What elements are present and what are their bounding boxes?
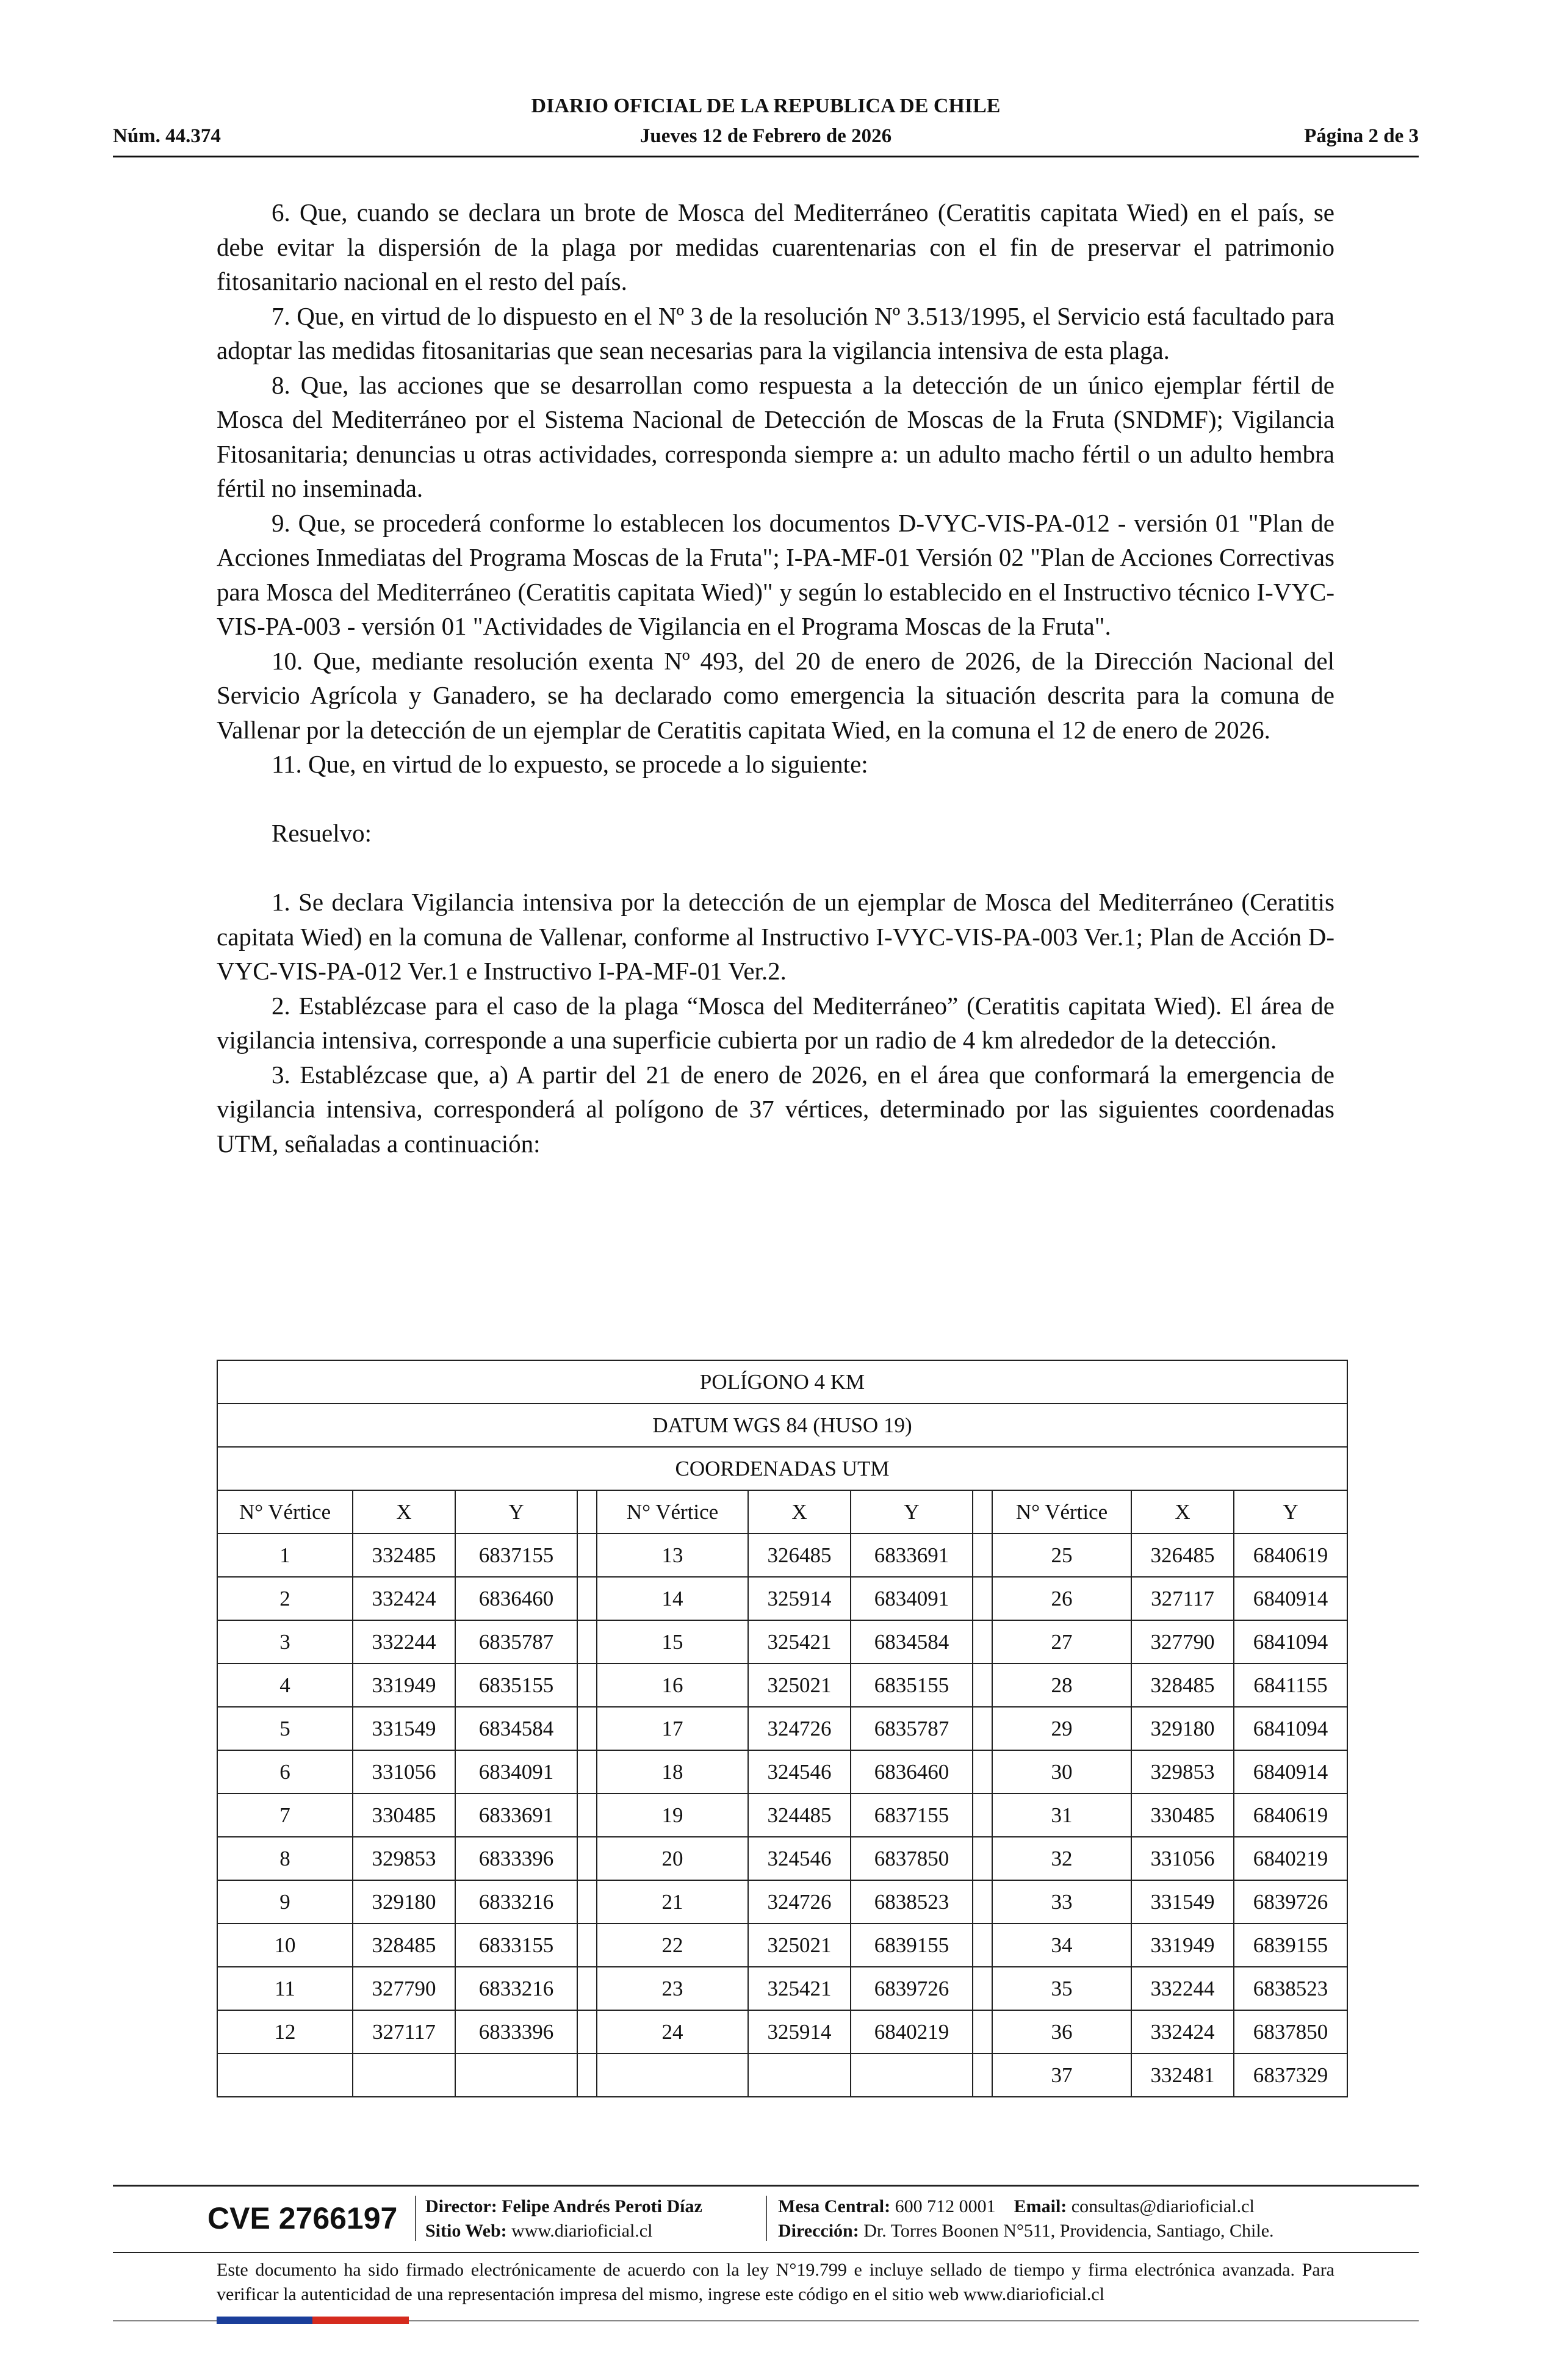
column-gap bbox=[973, 1490, 992, 1534]
table-subtitle: COORDENADAS UTM bbox=[217, 1447, 1347, 1490]
footer-separator bbox=[415, 2196, 416, 2241]
vertex-cell: 31 bbox=[992, 1794, 1131, 1837]
vertex-cell: 15 bbox=[597, 1620, 748, 1664]
x-cell: 328485 bbox=[1131, 1664, 1234, 1707]
vertex-cell bbox=[217, 2054, 353, 2097]
x-cell: 326485 bbox=[748, 1534, 851, 1577]
vertex-cell: 28 bbox=[992, 1664, 1131, 1707]
y-cell: 6835787 bbox=[455, 1620, 577, 1664]
table-row bbox=[217, 1707, 1347, 1750]
email-label: Email: bbox=[1014, 2196, 1067, 2216]
y-cell: 6839726 bbox=[1234, 1880, 1347, 1924]
column-gap bbox=[577, 1880, 597, 1924]
y-cell: 6837850 bbox=[851, 1837, 973, 1880]
site-label: Sitio Web: bbox=[425, 2221, 507, 2241]
column-gap bbox=[973, 1534, 992, 1577]
vertex-cell: 26 bbox=[992, 1577, 1131, 1620]
x-cell: 331549 bbox=[353, 1707, 455, 1750]
x-cell bbox=[748, 2054, 851, 2097]
col-y-header: Y bbox=[1234, 1490, 1347, 1534]
y-cell bbox=[851, 2054, 973, 2097]
table-row bbox=[217, 1794, 1347, 1837]
table-row bbox=[217, 2010, 1347, 2054]
vertex-cell: 34 bbox=[992, 1924, 1131, 1967]
y-cell: 6835155 bbox=[455, 1664, 577, 1707]
x-cell: 325421 bbox=[748, 1967, 851, 2010]
y-cell: 6834584 bbox=[851, 1620, 973, 1664]
x-cell bbox=[353, 2054, 455, 2097]
column-gap bbox=[973, 1794, 992, 1837]
column-gap bbox=[973, 1837, 992, 1880]
x-cell: 327117 bbox=[1131, 1577, 1234, 1620]
x-cell: 329180 bbox=[353, 1880, 455, 1924]
col-y-header: Y bbox=[851, 1490, 973, 1534]
y-cell: 6835787 bbox=[851, 1707, 973, 1750]
vertex-cell: 14 bbox=[597, 1577, 748, 1620]
paragraph-6: 6. Que, cuando se declara un brote de Mosca del Mediterráneo (Ceratitis capitata Wied) en el país, se debe evitar la dispersión de la plaga por medidas cuarentenarias con el fin de preservar el patrimonio fitosanitario nacional en el resto del país. bbox=[217, 198, 1334, 295]
email-link[interactable]: consultas@diarioficial.cl bbox=[1071, 2196, 1255, 2216]
col-x-header: X bbox=[1131, 1490, 1234, 1534]
table-header-row bbox=[217, 1490, 1347, 1534]
column-gap bbox=[973, 2010, 992, 2054]
y-cell: 6834091 bbox=[851, 1577, 973, 1620]
y-cell: 6840914 bbox=[1234, 1750, 1347, 1794]
x-cell: 329853 bbox=[1131, 1750, 1234, 1794]
vertex-cell: 5 bbox=[217, 1707, 353, 1750]
x-cell: 325914 bbox=[748, 2010, 851, 2054]
paragraph-11: 11. Que, en virtud de lo expuesto, se procede a lo siguiente: bbox=[272, 750, 868, 778]
y-cell: 6837850 bbox=[1234, 2010, 1347, 2054]
vertex-cell: 20 bbox=[597, 1837, 748, 1880]
y-cell: 6834091 bbox=[455, 1750, 577, 1794]
issue-date: Jueves 12 de Febrero de 2026 bbox=[639, 125, 892, 147]
vertex-cell: 2 bbox=[217, 1577, 353, 1620]
table-row bbox=[217, 1534, 1347, 1577]
vertex-cell: 1 bbox=[217, 1534, 353, 1577]
vertex-cell: 36 bbox=[992, 2010, 1131, 2054]
coordinates-table bbox=[217, 1360, 1334, 2097]
vertex-cell: 35 bbox=[992, 1967, 1131, 2010]
column-gap bbox=[577, 1794, 597, 1837]
y-cell: 6835155 bbox=[851, 1664, 973, 1707]
table-row bbox=[217, 1967, 1347, 2010]
x-cell: 332244 bbox=[353, 1620, 455, 1664]
y-cell: 6839726 bbox=[851, 1967, 973, 2010]
x-cell: 332424 bbox=[1131, 2010, 1234, 2054]
table-datum: DATUM WGS 84 (HUSO 19) bbox=[217, 1404, 1347, 1447]
x-cell: 325021 bbox=[748, 1924, 851, 1967]
y-cell: 6838523 bbox=[1234, 1967, 1347, 2010]
x-cell: 329180 bbox=[1131, 1707, 1234, 1750]
y-cell: 6833396 bbox=[455, 2010, 577, 2054]
x-cell: 330485 bbox=[1131, 1794, 1234, 1837]
address-label: Dirección: bbox=[778, 2221, 859, 2241]
x-cell: 331949 bbox=[353, 1664, 455, 1707]
header-divider bbox=[113, 156, 1419, 157]
footer-separator bbox=[766, 2196, 767, 2241]
column-gap bbox=[577, 1750, 597, 1794]
legal-notice: Este documento ha sido firmado electrónicamente de acuerdo con la ley N°19.799 e incluye sellado de tiempo y firma electrónica avanzada. Para verificar la autenticidad de una representación impresa del mismo, ingrese este código en el sitio web www.diarioficial.cl bbox=[217, 2260, 1334, 2304]
resolution-heading: Resuelvo: bbox=[272, 819, 372, 847]
column-gap bbox=[973, 1880, 992, 1924]
x-cell: 326485 bbox=[1131, 1534, 1234, 1577]
y-cell: 6840619 bbox=[1234, 1534, 1347, 1577]
vertex-cell: 9 bbox=[217, 1880, 353, 1924]
footer-divider-2 bbox=[113, 2252, 1419, 2253]
x-cell: 324726 bbox=[748, 1880, 851, 1924]
vertex-cell: 25 bbox=[992, 1534, 1131, 1577]
col-x-header: X bbox=[353, 1490, 455, 1534]
flag-stripe bbox=[217, 2317, 409, 2324]
table-row bbox=[217, 1837, 1347, 1880]
vertex-cell: 4 bbox=[217, 1664, 353, 1707]
y-cell: 6838523 bbox=[851, 1880, 973, 1924]
vertex-cell: 19 bbox=[597, 1794, 748, 1837]
y-cell: 6833155 bbox=[455, 1924, 577, 1967]
column-gap bbox=[577, 1707, 597, 1750]
x-cell: 331056 bbox=[1131, 1837, 1234, 1880]
column-gap bbox=[577, 1490, 597, 1534]
y-cell: 6840219 bbox=[851, 2010, 973, 2054]
publication-title: DIARIO OFICIAL DE LA REPUBLICA DE CHILE bbox=[531, 95, 1001, 117]
vertex-cell: 7 bbox=[217, 1794, 353, 1837]
column-gap bbox=[577, 1924, 597, 1967]
vertex-cell: 8 bbox=[217, 1837, 353, 1880]
column-gap bbox=[973, 1664, 992, 1707]
y-cell: 6833691 bbox=[455, 1794, 577, 1837]
table-title: POLÍGONO 4 KM bbox=[217, 1360, 1347, 1404]
y-cell: 6836460 bbox=[455, 1577, 577, 1620]
page-indicator: Página 2 de 3 bbox=[1304, 125, 1419, 147]
vertex-cell bbox=[597, 2054, 748, 2097]
column-gap bbox=[973, 1577, 992, 1620]
table-row bbox=[217, 1924, 1347, 1967]
y-cell: 6840619 bbox=[1234, 1794, 1347, 1837]
table-row bbox=[217, 1664, 1347, 1707]
y-cell: 6837329 bbox=[1234, 2054, 1347, 2097]
x-cell: 332244 bbox=[1131, 1967, 1234, 2010]
vertex-cell: 30 bbox=[992, 1750, 1131, 1794]
paragraph-10: 10. Que, mediante resolución exenta Nº 493, del 20 de enero de 2026, de la Dirección Nacional del Servicio Agrícola y Ganadero, se ha declarado como emergencia la situación descrita para la comuna de Vallenar por la detección de un ejemplar de Ceratitis capitata Wied, en la comuna el 12 de enero de 2026. bbox=[217, 646, 1334, 744]
resolution-3: 3. Establézcase que, a) A partir del 21 de enero de 2026, en el área que conformará la emergencia de vigilancia intensiva, corresponderá al polígono de 37 vértices, determinado por las siguientes coordenadas UTM, señaladas a continuación: bbox=[217, 1060, 1334, 1158]
vertex-cell: 16 bbox=[597, 1664, 748, 1707]
column-gap bbox=[973, 1750, 992, 1794]
column-gap bbox=[577, 1967, 597, 2010]
table-row bbox=[217, 1577, 1347, 1620]
director-name: Felipe Andrés Peroti Díaz bbox=[502, 2196, 702, 2216]
vertex-cell: 18 bbox=[597, 1750, 748, 1794]
table-row bbox=[217, 2054, 1347, 2097]
x-cell: 329853 bbox=[353, 1837, 455, 1880]
y-cell: 6833691 bbox=[851, 1534, 973, 1577]
address-value: Dr. Torres Boonen N°511, Providencia, Santiago, Chile. bbox=[863, 2221, 1274, 2241]
x-cell: 325021 bbox=[748, 1664, 851, 1707]
vertex-cell: 29 bbox=[992, 1707, 1131, 1750]
vertex-cell: 23 bbox=[597, 1967, 748, 2010]
column-gap bbox=[577, 1664, 597, 1707]
x-cell: 324546 bbox=[748, 1750, 851, 1794]
page-header bbox=[113, 95, 1419, 153]
y-cell: 6836460 bbox=[851, 1750, 973, 1794]
paragraph-8: 8. Que, las acciones que se desarrollan como respuesta a la detección de un único ejemplar fértil de Mosca del Mediterráneo por el Sistema Nacional de Detección de Moscas de la Fruta (SNDMF); Vigilancia Fitosanitaria; denuncias u otras actividades, corresponda siempre a: un adulto macho fértil o un adulto hembra fértil no inseminada. bbox=[217, 370, 1334, 502]
x-cell: 327790 bbox=[1131, 1620, 1234, 1664]
column-gap bbox=[973, 1620, 992, 1664]
x-cell: 325421 bbox=[748, 1620, 851, 1664]
vertex-cell: 32 bbox=[992, 1837, 1131, 1880]
vertex-cell: 13 bbox=[597, 1534, 748, 1577]
issue-number: Núm. 44.374 bbox=[113, 125, 221, 147]
column-gap bbox=[973, 1924, 992, 1967]
column-gap bbox=[973, 2054, 992, 2097]
x-cell: 324546 bbox=[748, 1837, 851, 1880]
vertex-cell: 6 bbox=[217, 1750, 353, 1794]
col-y-header: Y bbox=[455, 1490, 577, 1534]
y-cell: 6833216 bbox=[455, 1880, 577, 1924]
y-cell: 6841094 bbox=[1234, 1620, 1347, 1664]
vertex-cell: 10 bbox=[217, 1924, 353, 1967]
table-row bbox=[217, 1880, 1347, 1924]
x-cell: 331549 bbox=[1131, 1880, 1234, 1924]
column-gap bbox=[973, 1967, 992, 2010]
vertex-cell: 37 bbox=[992, 2054, 1131, 2097]
x-cell: 332481 bbox=[1131, 2054, 1234, 2097]
x-cell: 331949 bbox=[1131, 1924, 1234, 1967]
col-vertex-header: N° Vértice bbox=[217, 1490, 353, 1534]
vertex-cell: 21 bbox=[597, 1880, 748, 1924]
column-gap bbox=[577, 1577, 597, 1620]
col-vertex-header: N° Vértice bbox=[992, 1490, 1131, 1534]
col-x-header: X bbox=[748, 1490, 851, 1534]
director-label: Director: bbox=[425, 2196, 497, 2216]
cve-code: CVE 2766197 bbox=[207, 2201, 398, 2235]
x-cell: 328485 bbox=[353, 1924, 455, 1967]
col-vertex-header: N° Vértice bbox=[597, 1490, 748, 1534]
vertex-cell: 17 bbox=[597, 1707, 748, 1750]
table-row bbox=[217, 1750, 1347, 1794]
y-cell: 6833396 bbox=[455, 1837, 577, 1880]
footer-director-block bbox=[425, 2194, 779, 2243]
x-cell: 324485 bbox=[748, 1794, 851, 1837]
y-cell: 6834584 bbox=[455, 1707, 577, 1750]
x-cell: 331056 bbox=[353, 1750, 455, 1794]
phone-value: 600 712 0001 bbox=[895, 2196, 996, 2216]
y-cell: 6839155 bbox=[1234, 1924, 1347, 1967]
y-cell: 6837155 bbox=[455, 1534, 577, 1577]
x-cell: 327117 bbox=[353, 2010, 455, 2054]
column-gap bbox=[577, 1620, 597, 1664]
document-body bbox=[217, 195, 1334, 1161]
x-cell: 330485 bbox=[353, 1794, 455, 1837]
vertex-cell: 27 bbox=[992, 1620, 1131, 1664]
footer-contact-block bbox=[778, 2194, 1349, 2243]
y-cell: 6840219 bbox=[1234, 1837, 1347, 1880]
y-cell bbox=[455, 2054, 577, 2097]
paragraph-9: 9. Que, se procederá conforme lo establecen los documentos D-VYC-VIS-PA-012 - versión 01 "Plan de Acciones Inmediatas del Programa Moscas de la Fruta"; I-PA-MF-01 Versión 02 "Plan de Acciones Correctivas para Mosca del Mediterráneo (Ceratitis capitata Wied)" y según lo establecido en el Instructivo técnico I-VYC-VIS-PA-003 - versión 01 "Actividades de Vigilancia en el Programa Moscas de la Fruta". bbox=[217, 508, 1334, 640]
x-cell: 327790 bbox=[353, 1967, 455, 2010]
y-cell: 6839155 bbox=[851, 1924, 973, 1967]
resolution-1: 1. Se declara Vigilancia intensiva por la detección de un ejemplar de Mosca del Mediterráneo (Ceratitis capitata Wied) en la comuna de Vallenar, conforme al Instructivo I-VYC-VIS-PA-003 Ver.1; Plan de Acción D-VYC-VIS-PA-012 Ver.1 e Instructivo I-PA-MF-01 Ver.2. bbox=[217, 888, 1334, 985]
vertex-cell: 11 bbox=[217, 1967, 353, 2010]
column-gap bbox=[577, 2054, 597, 2097]
resolution-2: 2. Establézcase para el caso de la plaga “Mosca del Mediterráneo” (Ceratitis capitata Wied). El área de vigilancia intensiva, corresponde a una superficie cubierta por un radio de 4 km alrededor de la detección. bbox=[217, 991, 1334, 1054]
vertex-cell: 22 bbox=[597, 1924, 748, 1967]
y-cell: 6840914 bbox=[1234, 1577, 1347, 1620]
paragraph-7: 7. Que, en virtud de lo dispuesto en el Nº 3 de la resolución Nº 3.513/1995, el Servicio está facultado para adoptar las medidas fitosanitarias que sean necesarias para la vigilancia intensiva de esta plaga. bbox=[217, 301, 1334, 364]
x-cell: 332485 bbox=[353, 1534, 455, 1577]
vertex-cell: 33 bbox=[992, 1880, 1131, 1924]
column-gap bbox=[577, 1837, 597, 1880]
footer-divider bbox=[113, 2185, 1419, 2187]
site-link[interactable]: www.diarioficial.cl bbox=[511, 2221, 653, 2241]
column-gap bbox=[577, 1534, 597, 1577]
column-gap bbox=[577, 2010, 597, 2054]
flag-red-segment bbox=[312, 2317, 409, 2324]
x-cell: 324726 bbox=[748, 1707, 851, 1750]
y-cell: 6837155 bbox=[851, 1794, 973, 1837]
y-cell: 6841094 bbox=[1234, 1707, 1347, 1750]
y-cell: 6833216 bbox=[455, 1967, 577, 2010]
table-row bbox=[217, 1620, 1347, 1664]
x-cell: 325914 bbox=[748, 1577, 851, 1620]
y-cell: 6841155 bbox=[1234, 1664, 1347, 1707]
column-gap bbox=[973, 1707, 992, 1750]
vertex-cell: 12 bbox=[217, 2010, 353, 2054]
x-cell: 332424 bbox=[353, 1577, 455, 1620]
vertex-cell: 3 bbox=[217, 1620, 353, 1664]
phone-label: Mesa Central: bbox=[778, 2196, 891, 2216]
vertex-cell: 24 bbox=[597, 2010, 748, 2054]
flag-blue-segment bbox=[217, 2317, 312, 2324]
